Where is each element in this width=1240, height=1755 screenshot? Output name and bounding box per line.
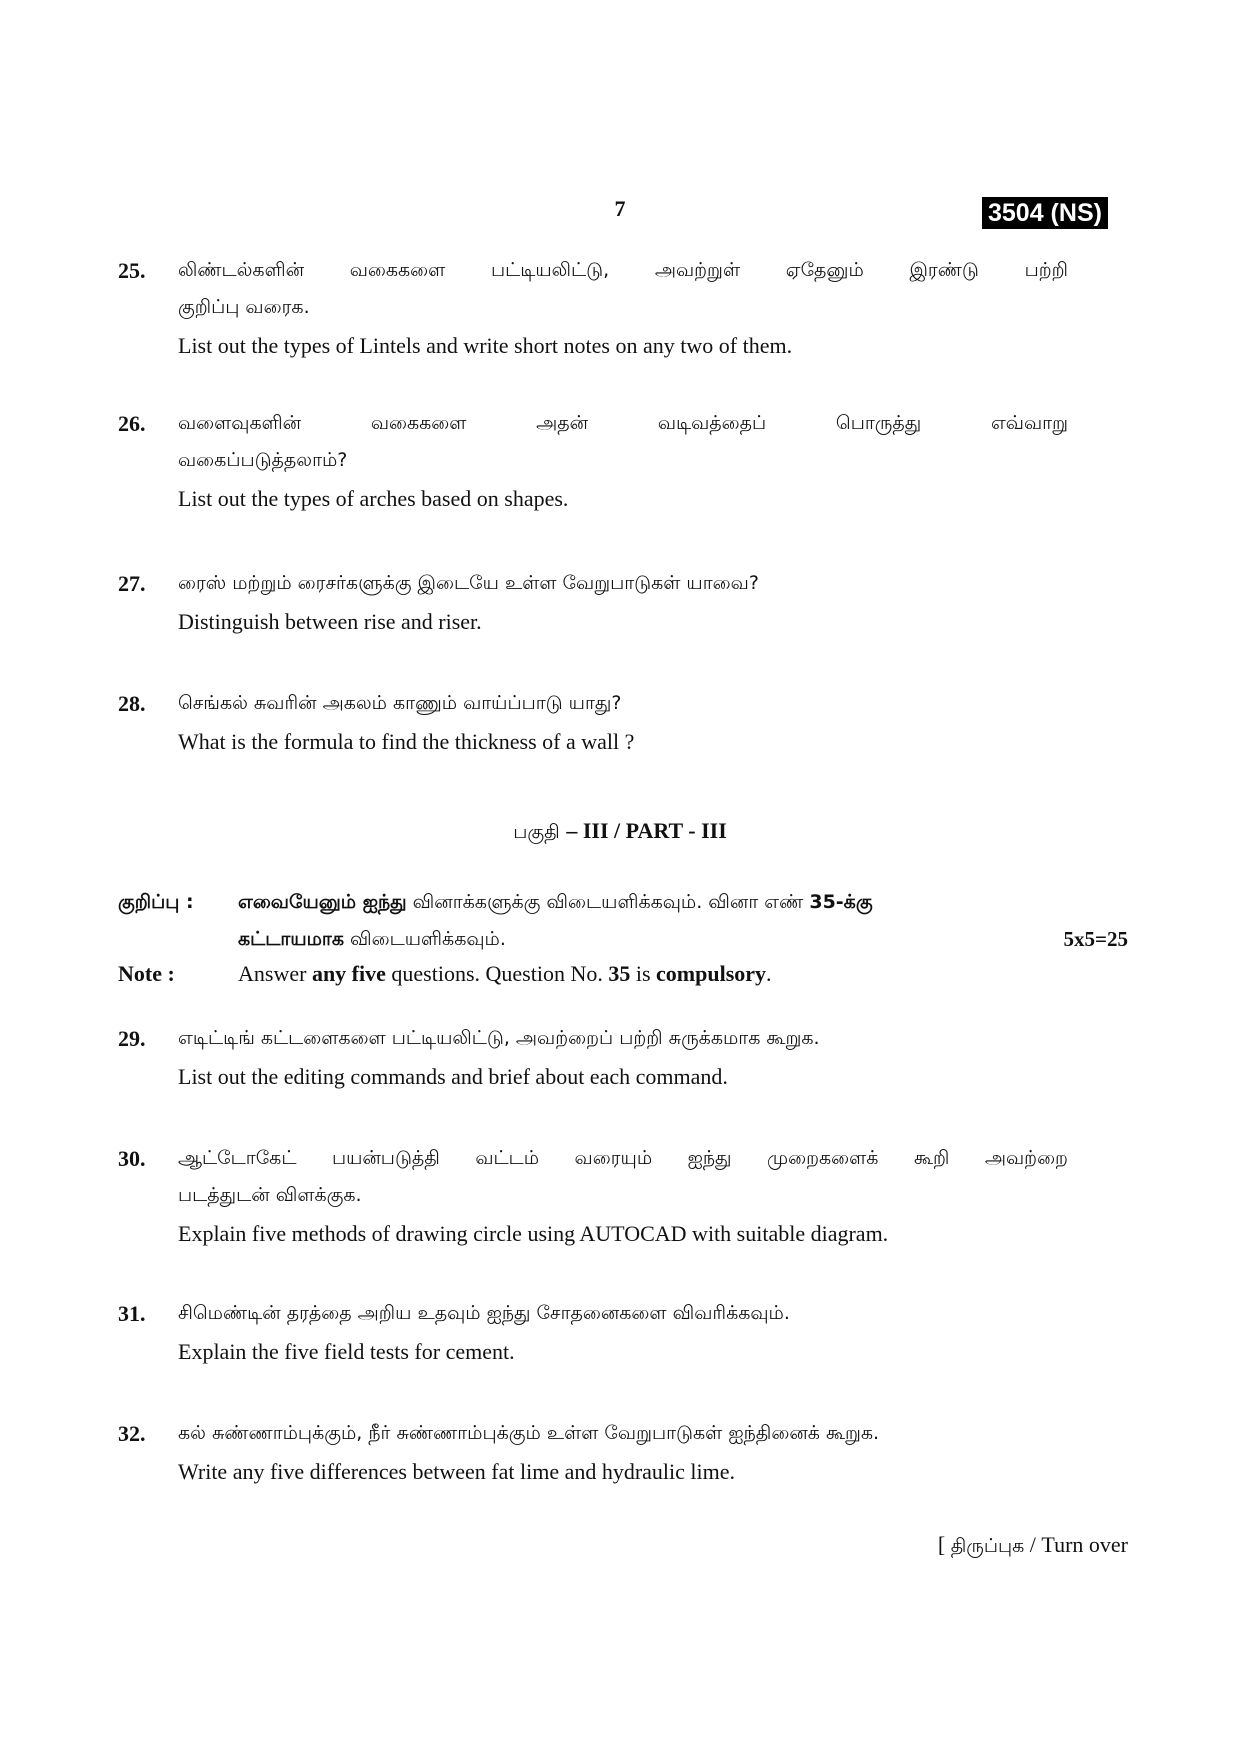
turn-over-english: / Turn over xyxy=(1024,1532,1128,1557)
note-english-bold2: 35 xyxy=(608,961,631,986)
note-english-text4: . xyxy=(766,961,772,986)
question-tamil-line1: ரைஸ் மற்றும் ரைசர்களுக்கு இடையே உள்ள வேறுபாடுகள் யாவை? xyxy=(178,572,759,594)
question-number: 27. xyxy=(118,571,146,596)
marks-allocation: 5x5=25 xyxy=(1063,927,1128,951)
question-english: Distinguish between rise and riser. xyxy=(178,609,482,634)
question-english: List out the types of Lintels and write short notes on any two of them. xyxy=(178,333,793,358)
note-english-bold3: compulsory xyxy=(656,961,767,986)
question-tamil-line1: எடிட்டிங் கட்டளைகளை பட்டியலிட்டு, அவற்றைப் பற்றி சுருக்கமாக கூறுக. xyxy=(178,1027,820,1049)
note-tamil-label: குறிப்பு : xyxy=(118,891,194,913)
note-english-body xyxy=(238,955,1128,992)
question-number: 26. xyxy=(118,411,146,436)
part-heading-english: – III / PART - III xyxy=(566,818,727,843)
note-tamil-bold1: எவையேனும் ஐந்து xyxy=(238,891,407,913)
question-tamil-line1: செங்கல் சுவரின் அகலம் காணும் வாய்ப்பாடு யாது? xyxy=(178,692,622,714)
part-heading-tamil: பகுதி xyxy=(513,821,560,843)
question-english: List out the editing commands and brief about each command. xyxy=(178,1064,728,1089)
turn-over-tamil: திருப்புக xyxy=(950,1535,1025,1557)
question-30 xyxy=(118,1140,1068,1253)
question-25 xyxy=(118,252,1068,365)
question-tamil-line1: கல் சுண்ணாம்புக்கும், நீர் சுண்ணாம்புக்கும் உள்ள வேறுபாடுகள் ஐந்தினைக் கூறுக. xyxy=(178,1422,880,1444)
note-english-bold1: any five xyxy=(311,961,386,986)
question-tamil-line2: படத்துடன் விளக்குக. xyxy=(178,1184,362,1206)
turn-over-bracket: [ xyxy=(937,1532,951,1557)
question-number: 30. xyxy=(118,1146,146,1171)
question-31 xyxy=(118,1295,1068,1371)
note-english-label: Note : xyxy=(118,961,175,986)
question-tamil-line1: ஆட்டோகேட் பயன்படுத்தி வட்டம் வரையும் ஐந்து முறைகளைக் கூறி அவற்றை xyxy=(178,1147,1068,1169)
note-tamil xyxy=(118,884,1128,958)
question-tamil-line1: லிண்டல்களின் வகைகளை பட்டியலிட்டு, அவற்றுள் ஏதேனும் இரண்டு பற்றி xyxy=(178,259,1068,281)
note-english xyxy=(118,955,1128,992)
question-tamil-line1: வளைவுகளின் வகைகளை அதன் வடிவத்தைப் பொருத்து எவ்வாறு xyxy=(178,412,1068,434)
note-tamil-text2: விடையளிக்கவும். xyxy=(343,928,506,950)
question-number: 28. xyxy=(118,691,146,716)
note-english-text2: questions. Question No. xyxy=(385,961,609,986)
question-english: Explain five methods of drawing circle using AUTOCAD with suitable diagram. xyxy=(178,1221,889,1246)
note-english-text3: is xyxy=(630,961,657,986)
question-english: List out the types of arches based on shapes. xyxy=(178,486,569,511)
question-27 xyxy=(118,565,1068,641)
question-english: Explain the five field tests for cement. xyxy=(178,1339,515,1364)
paper-code-badge: 3504 (NS) xyxy=(982,197,1108,229)
note-tamil-text1: வினாக்களுக்கு விடையளிக்கவும். வினா எண் xyxy=(406,891,810,913)
question-number: 25. xyxy=(118,258,146,283)
note-tamil-bold3: கட்டாயமாக xyxy=(238,928,344,950)
question-english: Write any five differences between fat lime and hydraulic lime. xyxy=(178,1459,736,1484)
question-tamil-line2: வகைப்படுத்தலாம்? xyxy=(178,449,348,471)
question-number: 32. xyxy=(118,1421,146,1446)
question-tamil-line2: குறிப்பு வரைக. xyxy=(178,296,310,318)
question-29 xyxy=(118,1020,1068,1096)
note-tamil-bold2: 35-க்கு xyxy=(809,891,873,913)
turn-over-footer xyxy=(938,1532,1128,1560)
question-english: What is the formula to find the thickness of a wall ? xyxy=(178,729,635,754)
part-heading xyxy=(0,818,1240,846)
question-number: 29. xyxy=(118,1026,146,1051)
page-number: 7 xyxy=(614,196,626,221)
question-26 xyxy=(118,405,1068,518)
question-32 xyxy=(118,1415,1068,1491)
question-28 xyxy=(118,685,1068,761)
question-tamil-line1: சிமெண்டின் தரத்தை அறிய உதவும் ஐந்து சோதனைகளை விவரிக்கவும். xyxy=(178,1302,790,1324)
question-number: 31. xyxy=(118,1301,146,1326)
note-english-text1: Answer xyxy=(238,961,312,986)
note-tamil-body xyxy=(238,884,1128,958)
